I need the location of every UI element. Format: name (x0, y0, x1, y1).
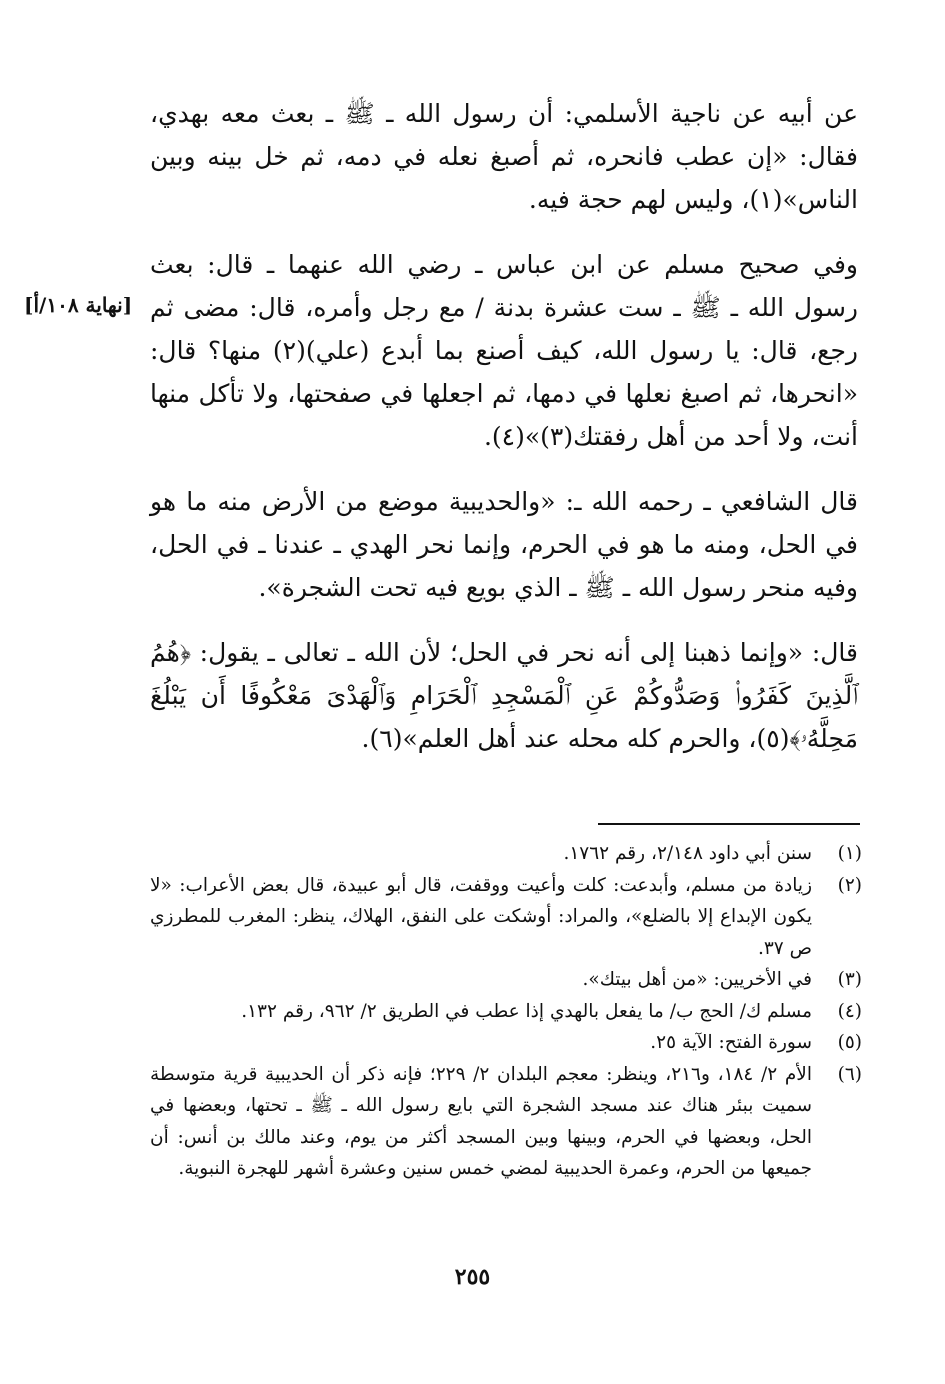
page-number: ٢٥٥ (454, 1264, 491, 1290)
footnote-divider (598, 823, 860, 825)
footnote-text: سنن أبي داود ٢/١٤٨، رقم ١٧٦٢. (563, 843, 812, 864)
footnote-number: (٢) (837, 874, 862, 896)
footnote (150, 996, 862, 1028)
footnote (150, 838, 862, 870)
paragraph: قال: «وإنما ذهبنا إلى أنه نحر في الحل؛ لأن الله ـ تعالى ـ يقول: ﴿هُمُ ٱلَّذِينَ كَفَرُوا۟ وَصَدُّوكُمْ عَنِ ٱلْمَسْجِدِ ٱلْحَرَامِ وَٱلْهَدْىَ مَعْكُوفًا أَن يَبْلُغَ مَحِلَّهُۥ﴾(٥)، والحرم كله محله عند أهل العلم»(٦). (150, 638, 858, 753)
footnote-number: (٦) (837, 1063, 862, 1085)
main-text (150, 92, 858, 782)
marginal-note: [نهاية ١٠٨/أ] (24, 293, 133, 317)
footnote-number: (٥) (837, 1032, 862, 1053)
paragraph: عن أبيه عن ناجية الأسلمي: أن رسول الله ـ ﷺ ـ بعث معه بهدي، فقال: «إن عطب فانحره، ثم أصبغ نعله في دمه، ثم خل بينه وبين الناس»(١)، وليس لهم حجة فيه. (150, 99, 858, 214)
footnote (150, 870, 862, 965)
paragraph: قال الشافعي ـ رحمه الله ـ: «والحديبية موضع من الأرض منه ما هو في الحل، ومنه ما هو في الحرم، وإنما نحر الهدي ـ عندنا ـ في الحل، وفيه منحر رسول الله ـ ﷺ ـ الذي بويع فيه تحت الشجرة». (150, 487, 858, 602)
footnote-number: (٤) (837, 1000, 862, 1022)
footnote-number: (٣) (837, 969, 862, 990)
footnotes (150, 838, 862, 1185)
footnote-text: مسلم ك/ الحج ب/ ما يفعل بالهدي إذا عطب في الطريق ٢/ ٩٦٢، رقم ١٣٢. (241, 1000, 812, 1022)
footnote (150, 964, 862, 996)
footnote (150, 1059, 862, 1185)
paragraph: وفي صحيح مسلم عن ابن عباس ـ رضي الله عنهما ـ قال: بعث رسول الله ـ ﷺ ـ ست عشرة بدنة / مع رجل وأمره، قال: مضى ثم رجع، قال: يا رسول الله، كيف أصنع بما أبدع (علي)(٢) منها؟ قال: «انحرها، ثم اصبغ نعلها في دمها، ثم اجعلها في صفحتها، ولا تأكل منها أنت، ولا أحد من أهل رفقتك(٣)»(٤). (150, 250, 858, 451)
footnote-number: (١) (837, 843, 862, 864)
footnote-text: سورة الفتح: الآية ٢٥. (650, 1032, 812, 1053)
footnote (150, 1027, 862, 1059)
footnote-text: الأم ٢/ ١٨٤، و٢١٦، وينظر: معجم البلدان ٢/ ٢٢٩؛ فإنه ذكر أن الحديبية قرية متوسطة سميت ببئر هناك عند مسجد الشجرة التي بايع رسول الله ـ ﷺ ـ تحتها، وبعضها في الحل، وبعضها في الحرم، وبينها وبين المسجد أكثر من يوم، وعند مالك بن أنس: أن جميعها من الحرم، وعمرة الحديبية لمضي خمس سنين وعشرة أشهر للهجرة النبوية. (150, 1063, 812, 1179)
footnote-text: في الأخريين: «من أهل بيتك». (582, 969, 812, 990)
footnote-text: زيادة من مسلم، وأبدعت: كلت وأعيت ووقفت، قال أبو عبيدة، قال بعض الأعراب: «لا يكون الإبداع إلا بالضلع»، والمراد: أوشكت على النفق، الهلاك، ينظر: المغرب للمطرزي ص ٣٧. (150, 874, 812, 959)
